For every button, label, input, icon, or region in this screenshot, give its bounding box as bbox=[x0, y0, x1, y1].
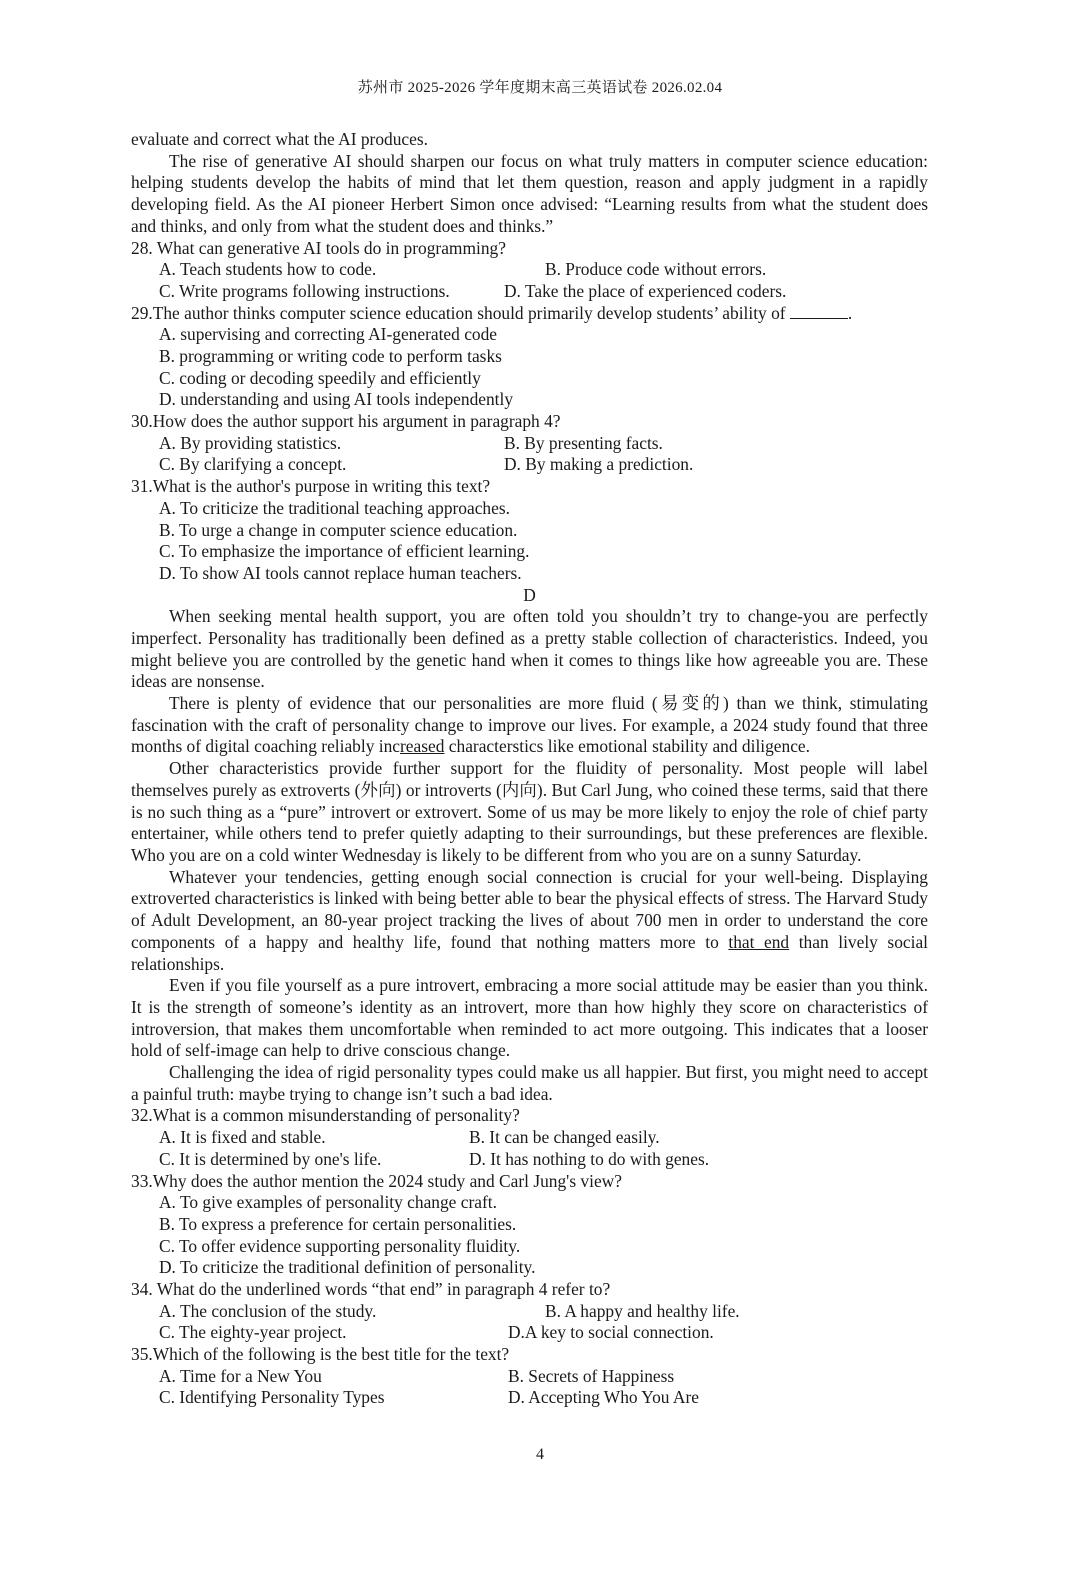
q34-option-c[interactable]: C. The eighty-year project. bbox=[159, 1322, 347, 1343]
question-35-options-row2 bbox=[131, 1387, 928, 1409]
q33-option-c[interactable]: C. To offer evidence supporting personality fluidity. bbox=[159, 1235, 521, 1256]
question-35-stem: 35.Which of the following is the best title for the text? bbox=[131, 1344, 510, 1365]
p2-underlined: reased bbox=[400, 736, 445, 757]
q34-option-d[interactable]: D.A key to social connection. bbox=[508, 1322, 714, 1343]
q34-option-b[interactable]: B. A happy and healthy life. bbox=[545, 1300, 740, 1321]
q30-option-a[interactable]: A. By providing statistics. bbox=[159, 432, 342, 453]
passage-paragraph-4 bbox=[131, 867, 928, 976]
question-31-stem: 31.What is the author's purpose in writing this text? bbox=[131, 476, 491, 497]
question-30-options-row1 bbox=[131, 433, 928, 455]
q32-option-d[interactable]: D. It has nothing to do with genes. bbox=[469, 1148, 710, 1169]
question-33-stem: 33.Why does the author mention the 2024 study and Carl Jung's view? bbox=[131, 1170, 622, 1191]
q31-option-b[interactable]: B. To urge a change in computer science education. bbox=[159, 519, 518, 540]
q28-option-c[interactable]: C. Write programs following instructions. bbox=[159, 280, 450, 301]
question-28-options-row1 bbox=[131, 259, 928, 281]
question-34-options-row1 bbox=[131, 1301, 928, 1323]
passage-paragraph-5: Even if you file yourself as a pure introvert, embracing a more social attitude may be easier than you think. It is the strength of someone’s identity as an introvert, more than how highly they score on characteristics of introversion, that makes them uncomfortable when reminded to act more outgoing. This indicates that a looser hold of self-image can help to drive conscious change. bbox=[131, 975, 928, 1061]
q35-option-a[interactable]: A. Time for a New You bbox=[159, 1365, 322, 1386]
q35-option-c[interactable]: C. Identifying Personality Types bbox=[159, 1387, 385, 1408]
question-29-stem bbox=[131, 303, 928, 325]
intro-paragraph: The rise of generative AI should sharpen our focus on what truly matters in computer science education: helping students develop the habits of mind that let them question, reason and apply judgment in a rapidly developing field. As the AI pioneer Herbert Simon once advised: “Learning results from what the student does and thinks, and only from what the student does and thinks.” bbox=[131, 150, 928, 236]
q31-option-d[interactable]: D. To show AI tools cannot replace human teachers. bbox=[159, 562, 522, 583]
q31-option-a[interactable]: A. To criticize the traditional teaching approaches. bbox=[159, 497, 510, 518]
q28-option-d[interactable]: D. Take the place of experienced coders. bbox=[504, 280, 787, 301]
passage-paragraph-6: Challenging the idea of rigid personality types could make us all happier. But first, you might need to accept a painful truth: maybe trying to change isn’t such a bad idea. bbox=[131, 1062, 928, 1104]
q31-option-c[interactable]: C. To emphasize the importance of efficient learning. bbox=[159, 541, 530, 562]
q28-option-a[interactable]: A. Teach students how to code. bbox=[159, 259, 377, 280]
q33-option-b[interactable]: B. To express a preference for certain personalities. bbox=[159, 1213, 517, 1234]
q29-option-d[interactable]: D. understanding and using AI tools independently bbox=[159, 389, 514, 410]
p4-text-b: than lively social relationships. bbox=[131, 931, 928, 974]
q32-option-b[interactable]: B. It can be changed easily. bbox=[469, 1127, 660, 1148]
exam-content bbox=[131, 129, 928, 1409]
q33-option-d[interactable]: D. To criticize the traditional definition of personality. bbox=[159, 1257, 536, 1278]
q32-option-a[interactable]: A. It is fixed and stable. bbox=[159, 1127, 326, 1148]
q35-option-b[interactable]: B. Secrets of Happiness bbox=[508, 1365, 675, 1386]
question-32-options-row2 bbox=[131, 1149, 928, 1171]
passage-paragraph-1: When seeking mental health support, you are often told you shouldn’t try to change-you are perfectly imperfect. Personality has traditionally been defined as a pretty stable collection of characteristics. Indeed, you might believe you are controlled by the genetic hand when it comes to things like how agreeable you are. These ideas are nonsense. bbox=[131, 606, 928, 692]
passage-paragraph-3: Other characteristics provide further support for the fluidity of personality. Most people will label themselves purely as extroverts (外向) or introverts (内向). But Carl Jung, who coined these terms, said that there is no such thing as a “pure” introvert or extrovert. Some of us may be more likely to enjoy the role of chief party entertainer, while others tend to prefer quietly adapting to their surroundings, but these preferences are flexible. Who you are on a cold winter Wednesday is likely to be different from who you are on a sunny Saturday. bbox=[131, 758, 928, 865]
q33-option-a[interactable]: A. To give examples of personality change craft. bbox=[159, 1192, 497, 1213]
q32-option-c[interactable]: C. It is determined by one's life. bbox=[159, 1148, 382, 1169]
question-34-stem: 34. What do the underlined words “that end” in paragraph 4 refer to? bbox=[131, 1278, 611, 1299]
section-heading: D bbox=[523, 584, 536, 605]
q30-option-d[interactable]: D. By making a prediction. bbox=[504, 454, 694, 475]
p2-text-a: There is plenty of evidence that our personalities are more fluid (易变的) than we think, stimulating fascination with the craft of personality change to improve our lives. For example, a 2024 study found that three months of digital coaching reliably inc bbox=[131, 693, 928, 757]
question-34-options-row2 bbox=[131, 1322, 928, 1344]
q28-option-b[interactable]: B. Produce code without errors. bbox=[545, 259, 767, 280]
intro-line: evaluate and correct what the AI produces. bbox=[131, 129, 428, 149]
answer-blank bbox=[790, 303, 848, 319]
q29-option-c[interactable]: C. coding or decoding speedily and efficiently bbox=[159, 367, 481, 388]
q30-option-b[interactable]: B. By presenting facts. bbox=[504, 432, 663, 453]
q34-option-a[interactable]: A. The conclusion of the study. bbox=[159, 1300, 377, 1321]
p2-text-b: characterstics like emotional stability and diligence. bbox=[444, 736, 810, 757]
question-30-stem: 30.How does the author support his argument in paragraph 4? bbox=[131, 411, 561, 432]
p4-underlined-that-end: that end bbox=[728, 931, 790, 952]
q30-option-c[interactable]: C. By clarifying a concept. bbox=[159, 454, 347, 475]
q29-stem-end: . bbox=[847, 302, 853, 323]
q29-option-b[interactable]: B. programming or writing code to perform tasks bbox=[159, 345, 502, 366]
question-32-stem: 32.What is a common misunderstanding of personality? bbox=[131, 1105, 520, 1126]
page-header: 苏州市 2025-2026 学年度期末高三英语试卷 2026.02.04 bbox=[357, 80, 723, 96]
q35-option-d[interactable]: D. Accepting Who You Are bbox=[508, 1387, 699, 1408]
passage-paragraph-2 bbox=[131, 693, 928, 758]
question-32-options-row1 bbox=[131, 1127, 928, 1149]
page-number: 4 bbox=[536, 1446, 544, 1463]
q29-option-a[interactable]: A. supervising and correcting AI-generated code bbox=[159, 324, 498, 345]
question-28-stem: 28. What can generative AI tools do in programming? bbox=[131, 237, 506, 258]
q29-stem-text: 29.The author thinks computer science education should primarily develop students’ ability of bbox=[131, 302, 786, 323]
question-28-options-row2 bbox=[131, 281, 928, 303]
question-30-options-row2 bbox=[131, 454, 928, 476]
question-35-options-row1 bbox=[131, 1366, 928, 1388]
p4-text-a: Whatever your tendencies, getting enough social connection is crucial for your well-being. Displaying extroverted characteristics is linked with being better able to bear the physical effects of stress. The Harvard Study of Adult Development, an 80-year project tracking the lives of about 700 men in order to understand the core components of a happy and healthy life, found that nothing matters more to bbox=[131, 866, 928, 952]
